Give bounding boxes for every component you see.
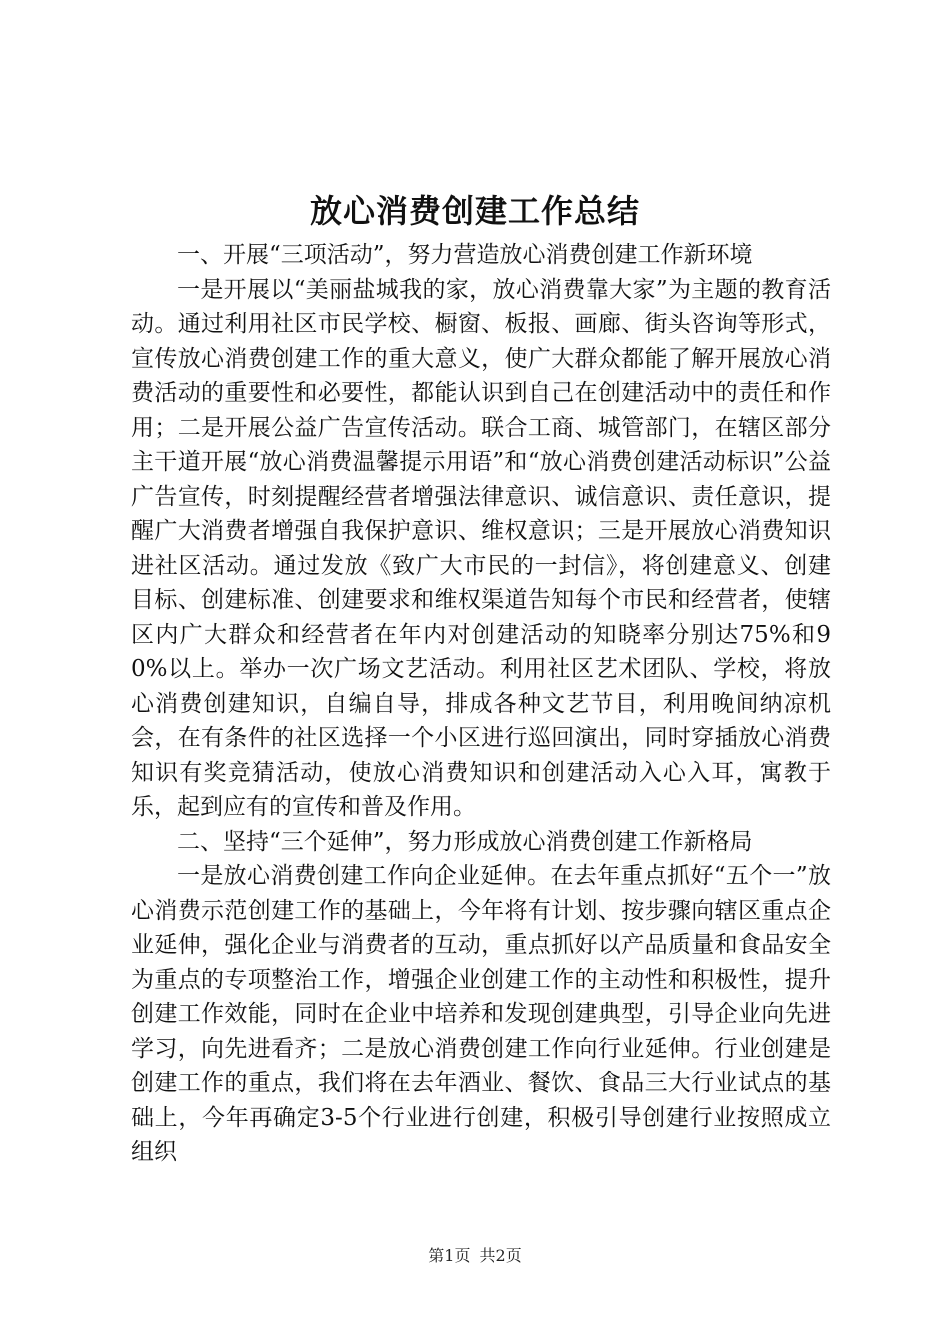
document-body [131,238,831,1170]
section-heading-1: 一、开展“三项活动”，努力营造放心消费创建工作新环境 [177,242,753,268]
body-paragraph-1: 一是开展以“美丽盐城我的家，放心消费靠大家”为主题的教育活动。通过利用社区市民学校、橱窗、板报、画廊、街头咨询等形式，宣传放心消费创建工作的重大意义，使广大群众都能了解开展放心消费活动的重要性和必要性，都能认识到自己在创建活动中的责任和作用；二是开展公益广告宣传活动。联合工商、城管部门，在辖区部分主干道开展“放心消费温馨提示用语”和“放心消费创建活动标识”公益广告宣传，时刻提醒经营者增强法律意识、诚信意识、责任意识，提醒广大消费者增强自我保护意识、维权意识；三是开展放心消费知识进社区活动。通过发放《致广大市民的一封信》，将创建意义、创建目标、创建标准、创建要求和维权渠道告知每个市民和经营者，使辖区内广大群众和经营者在年内对创建活动的知晓率分别达75%和90%以上。举办一次广场文艺活动。利用社区艺术团队、学校，将放心消费创建知识，自编自导，排成各种文艺节目，利用晚间纳凉机会，在有条件的社区选择一个小区进行巡回演出，同时穿插放心消费知识有奖竞猜活动，使放心消费知识和创建活动入心入耳，寓教于乐，起到应有的宣传和普及作用。 [131,276,831,820]
body-paragraph-2: 一是放心消费创建工作向企业延伸。在去年重点抓好“五个一”放心消费示范创建工作的基础上，今年将有计划、按步骤向辖区重点企业延伸，强化企业与消费者的互动，重点抓好以产品质量和食品安全为重点的专项整治工作，增强企业创建工作的主动性和积极性，提升创建工作效能，同时在企业中培养和发现创建典型，引导企业向先进学习，向先进看齐；二是放心消费创建工作向行业延伸。行业创建是创建工作的重点，我们将在去年酒业、餐饮、食品三大行业试点的基础上，今年再确定3-5个行业进行创建，积极引导创建行业按照成立组织 [131,863,831,1165]
document-title: 放心消费创建工作总结 [309,192,640,230]
page-footer [0,1243,950,1266]
page-number: 第1页 [428,1246,471,1265]
page-total: 共2页 [479,1246,522,1265]
section-heading-2: 二、坚持“三个延伸”，努力形成放心消费创建工作新格局 [177,828,753,855]
